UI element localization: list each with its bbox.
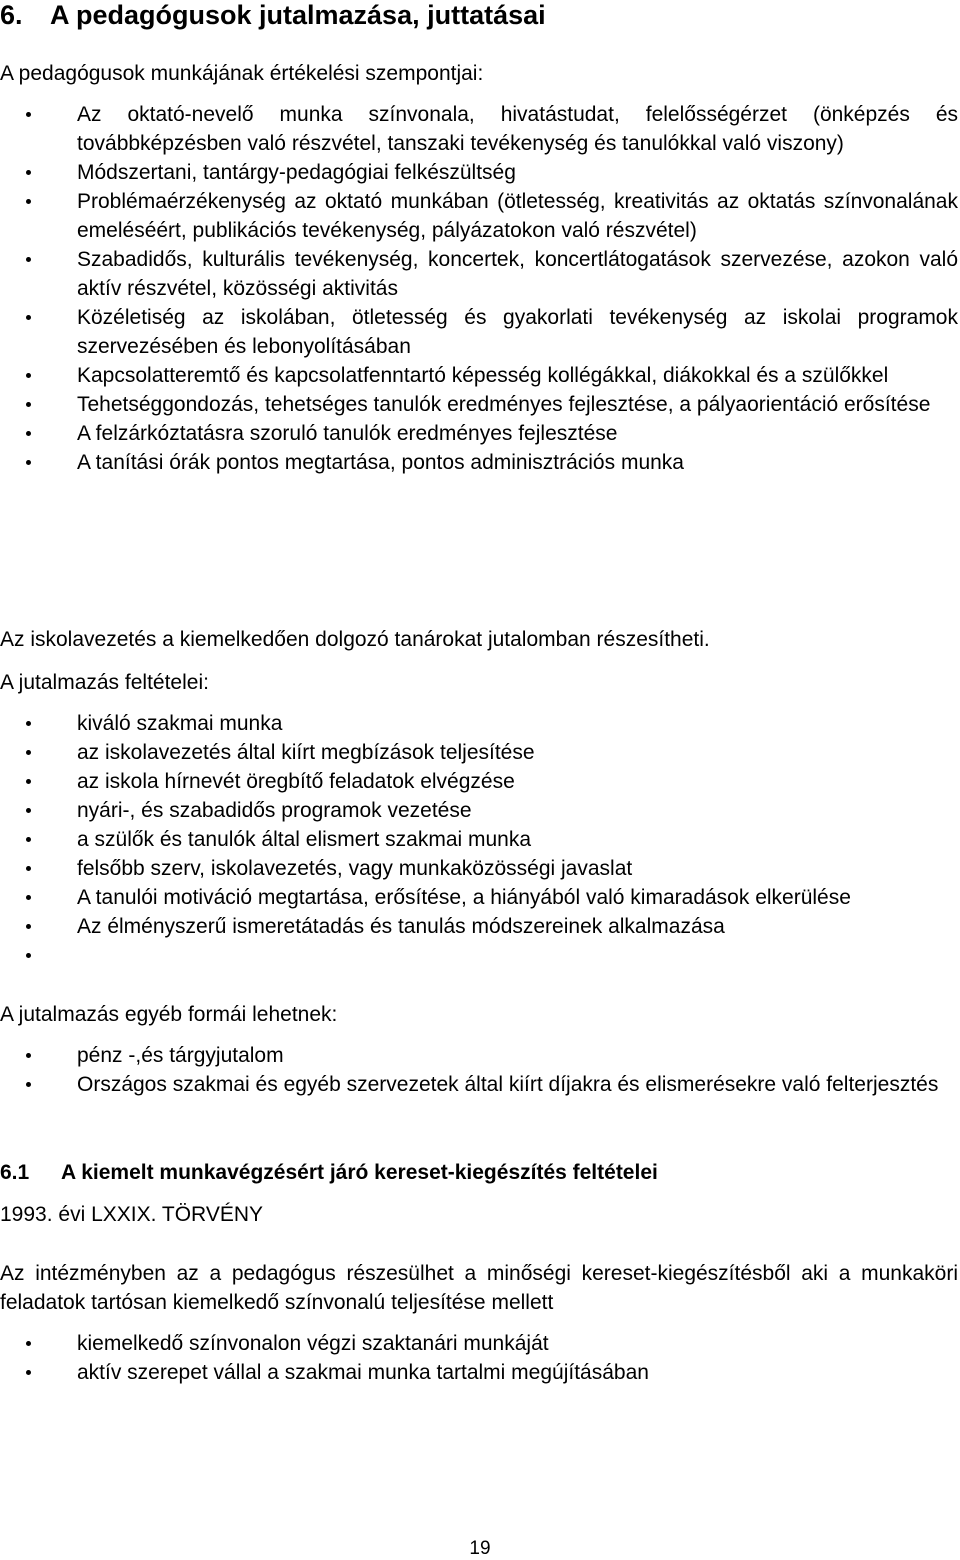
bullet-icon: [26, 431, 31, 436]
bullet-icon: [26, 112, 31, 117]
section-title: A pedagógusok jutalmazása, juttatásai: [50, 0, 546, 30]
list-item: Közéletiség az iskolában, ötletesség és gyakorlati tevékenység az iskolai programok szervezésében és lebonyolításában: [0, 303, 958, 361]
subsection-number: 6.1: [0, 1161, 30, 1184]
law-reference: 1993. évi LXXIX. TÖRVÉNY: [0, 1203, 264, 1226]
reward-conditions-intro: A jutalmazás feltételei:: [0, 671, 209, 694]
list-item: Módszertani, tantárgy-pedagógiai felkészültség: [0, 158, 958, 187]
list-item: nyári-, és szabadidős programok vezetése: [0, 796, 958, 825]
subsection-title: A kiemelt munkavégzésért járó kereset-kiegészítés feltételei: [61, 1161, 658, 1184]
supplement-paragraph: Az intézményben az a pedagógus részesülhet a minőségi kereset-kiegészítésből aki a munkaköri feladatok tartósan kiemelkedő színvonalú teljesítése mellett: [0, 1262, 958, 1314]
bullet-icon: [26, 1082, 31, 1087]
bullet-icon: [26, 170, 31, 175]
list-item: a szülők és tanulók által elismert szakmai munka: [0, 825, 958, 854]
bullet-icon: [26, 866, 31, 871]
page-number: 19: [469, 1538, 491, 1559]
section-heading: [0, 0, 546, 30]
bullet-icon: [26, 460, 31, 465]
list-item: Problémaérzékenység az oktató munkában (ötletesség, kreativitás az oktatás színvonalának emeléséért, publikációs tevékenység, pályázatokon való részvétel): [0, 187, 958, 245]
list-item: az iskolavezetés által kiírt megbízások teljesítése: [0, 738, 958, 767]
bullet-icon: [26, 837, 31, 842]
bullet-icon: [26, 373, 31, 378]
supplement-conditions-list: [0, 1329, 958, 1387]
list-item: Tehetséggondozás, tehetséges tanulók eredményes fejlesztése, a pályaorientáció erősítése: [0, 390, 958, 419]
reward-conditions-list: [0, 709, 958, 970]
section-number: 6.: [0, 0, 23, 30]
bullet-icon: [26, 721, 31, 726]
list-item: aktív szerepet vállal a szakmai munka tartalmi megújításában: [0, 1358, 958, 1387]
bullet-icon: [26, 1370, 31, 1375]
list-item: A tanulói motiváció megtartása, erősítése, a hiányából való kimaradások elkerülése: [0, 883, 958, 912]
bullet-icon: [26, 924, 31, 929]
list-item: Kapcsolatteremtő és kapcsolatfenntartó képesség kollégákkal, diákokkal és a szülőkkel: [0, 361, 958, 390]
list-item: kiemelkedő színvonalon végzi szaktanári munkáját: [0, 1329, 958, 1358]
list-item-empty: [0, 941, 958, 970]
bullet-icon: [26, 1053, 31, 1058]
subsection-heading: [0, 1158, 658, 1188]
list-item: az iskola hírnevét öregbítő feladatok elvégzése: [0, 767, 958, 796]
other-forms-intro: A jutalmazás egyéb formái lehetnek:: [0, 1003, 338, 1026]
bullet-icon: [26, 1341, 31, 1346]
list-item: Szabadidős, kulturális tevékenység, koncertek, koncertlátogatások szervezése, azokon való aktív részvétel, közösségi aktivitás: [0, 245, 958, 303]
bullet-icon: [26, 257, 31, 262]
reward-paragraph: Az iskolavezetés a kiemelkedően dolgozó tanárokat jutalomban részesítheti.: [0, 628, 710, 651]
bullet-icon: [26, 199, 31, 204]
bullet-icon: [26, 808, 31, 813]
bullet-icon: [26, 315, 31, 320]
list-item: A tanítási órák pontos megtartása, pontos adminisztrációs munka: [0, 448, 958, 477]
other-forms-list: [0, 1041, 958, 1099]
criteria-list: [0, 100, 958, 477]
bullet-icon: [26, 750, 31, 755]
list-item: Országos szakmai és egyéb szervezetek által kiírt díjakra és elismerésekre való felterjesztés: [0, 1070, 958, 1099]
bullet-icon: [26, 953, 31, 958]
list-item: felsőbb szerv, iskolavezetés, vagy munkaközösségi javaslat: [0, 854, 958, 883]
list-item: pénz -,és tárgyjutalom: [0, 1041, 958, 1070]
list-item: Az oktató-nevelő munka színvonala, hivatástudat, felelősségérzet (önképzés és továbbképzésben való részvétel, tanszaki tevékenység és tanulókkal való viszony): [0, 100, 958, 158]
list-item: kiváló szakmai munka: [0, 709, 958, 738]
criteria-intro: A pedagógusok munkájának értékelési szempontjai:: [0, 62, 484, 85]
list-item: A felzárkóztatásra szoruló tanulók eredményes fejlesztése: [0, 419, 958, 448]
bullet-icon: [26, 402, 31, 407]
list-item: Az élményszerű ismeretátadás és tanulás módszereinek alkalmazása: [0, 912, 958, 941]
bullet-icon: [26, 895, 31, 900]
bullet-icon: [26, 779, 31, 784]
